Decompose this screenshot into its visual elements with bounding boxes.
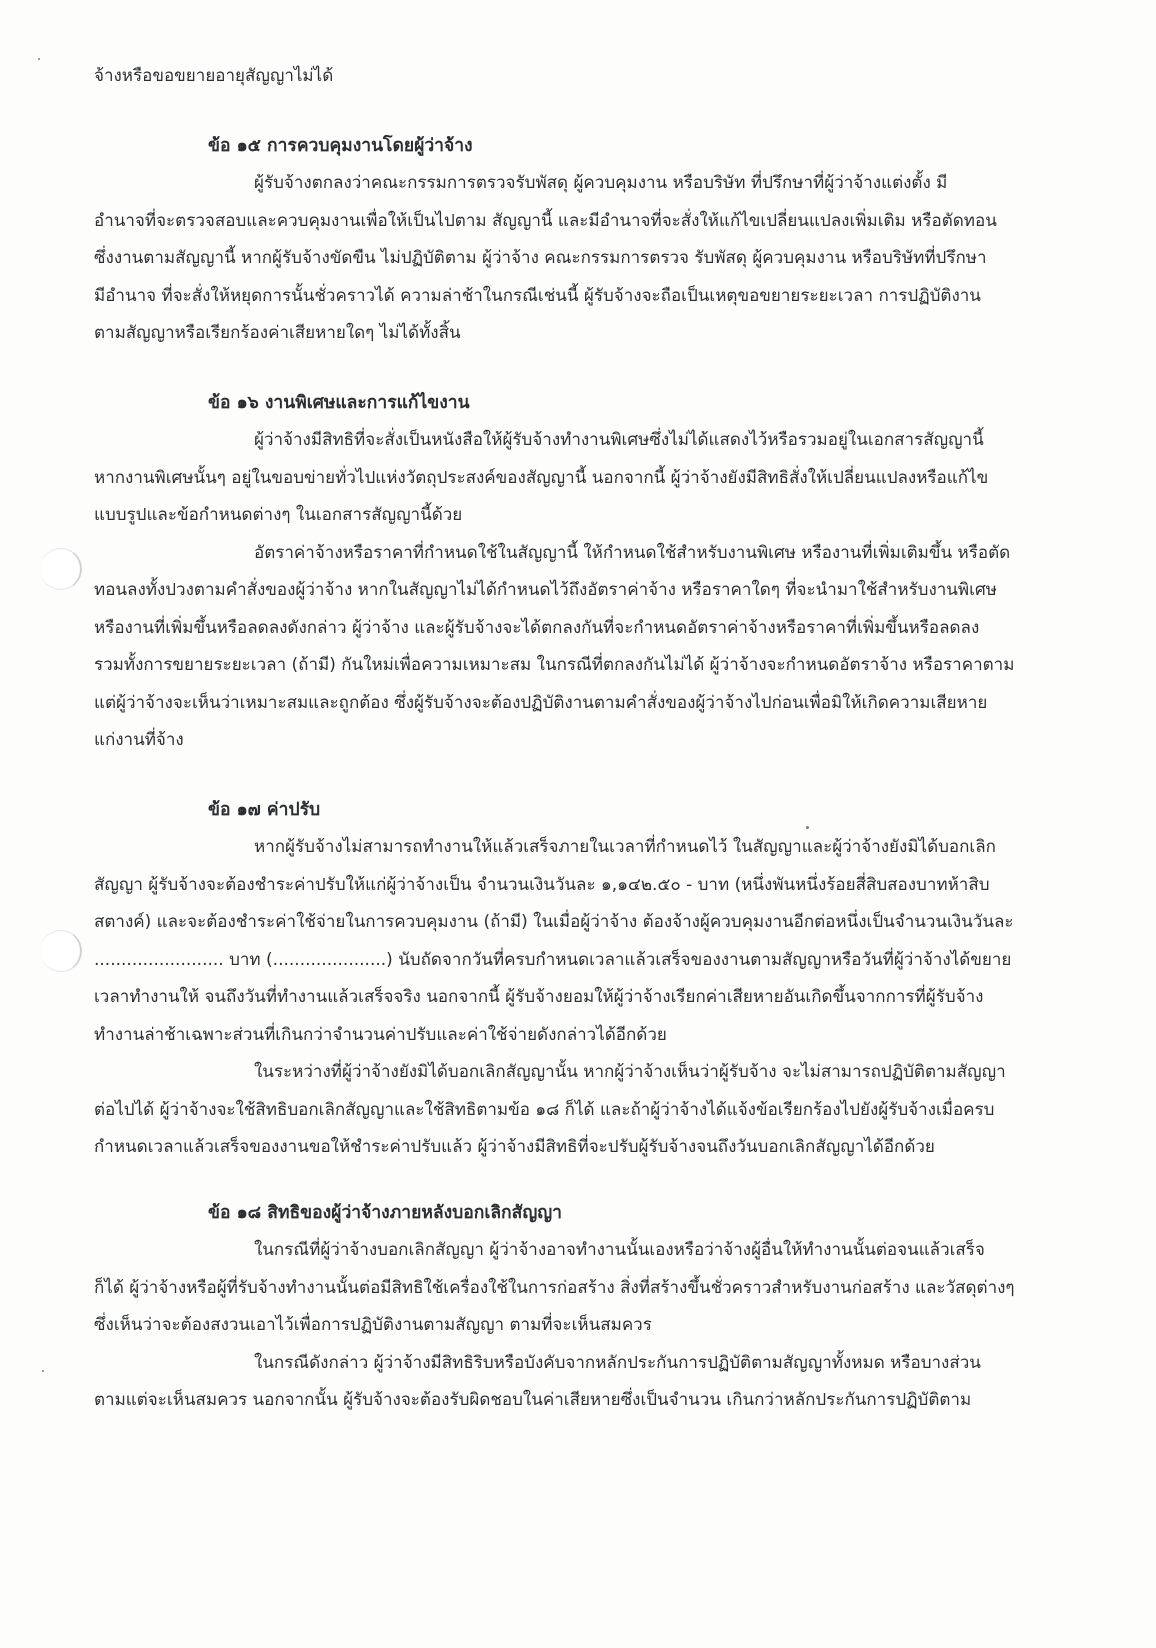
- paragraph-line: หากงานพิเศษนั้นๆ อยู่ในขอบข่ายทั่วไปแห่งวัตถุประสงค์ของสัญญานี้ นอกจากนี้ ผู้ว่าจ้างยังมีสิทธิสั่งให้เปลี่ยนแปลงหรือแก้ไข: [94, 467, 989, 488]
- section-16-heading: ข้อ ๑๖ งานพิเศษและการแก้ไขงาน: [208, 392, 470, 413]
- paragraph-line: หรืองานที่เพิ่มขึ้นหรือลดลงดังกล่าว ผู้ว่าจ้าง และผู้รับจ้างจะได้ตกลงกันที่จะกำหนดอัตราค่าจ้างหรือราคาที่เพิ่มขึ้นหรือลดลง: [94, 617, 980, 638]
- continuation-line: จ้างหรือขอขยายอายุสัญญาไม่ได้: [94, 66, 334, 86]
- paragraph-line: แบบรูปและข้อกำหนดต่างๆ ในเอกสารสัญญานี้ด้วย: [94, 505, 463, 525]
- paragraph-line: มีอำนาจ ที่จะสั่งให้หยุดการนั้นชั่วคราวได้ ความล่าช้าในกรณีเช่นนี้ ผู้รับจ้างจะถือเป็นเหตุขอขยายระยะเวลา การปฏิบัติงาน: [94, 285, 981, 306]
- paragraph-line: ตามสัญญาหรือเรียกร้องค่าเสียหายใดๆ ไม่ได้ทั้งสิ้น: [94, 323, 461, 343]
- scan-speck: [42, 1370, 44, 1372]
- paragraph-line: ผู้รับจ้างตกลงว่าคณะกรรมการตรวจรับพัสดุ ผู้ควบคุมงาน หรือบริษัท ที่ปรึกษาที่ผู้ว่าจ้างแต่งตั้ง มี: [254, 173, 948, 193]
- document-body: [94, 58, 1060, 1420]
- punch-hole: [40, 548, 82, 590]
- section-17-heading: ข้อ ๑๗ ค่าปรับ: [208, 799, 321, 820]
- paragraph-line: ........................ บาท (.....................) นับถัดจากวันที่ครบกำหนดเวลาแล้วเสร็จของงานตามสัญญาหรือวันที่ผู้ว่าจ้างได้ขยาย: [94, 949, 1012, 970]
- paragraph-line: สัญญา ผู้รับจ้างจะต้องชำระค่าปรับให้แก่ผู้ว่าจ้างเป็น จำนวนเงินวันละ ๑,๑๔๒.๕๐ - บาท (หนึ่งพันหนึ่งร้อยสี่สิบสองบาทห้าสิบ: [94, 874, 990, 895]
- paragraph-line: ในกรณีดังกล่าว ผู้ว่าจ้างมีสิทธิริบหรือบังคับจากหลักประกันการปฏิบัติตามสัญญาทั้งหมด หรือบางส่วน: [254, 1352, 981, 1373]
- paragraph-line: สตางค์) และจะต้องชำระค่าใช้จ่ายในการควบคุมงาน (ถ้ามี) ในเมื่อผู้ว่าจ้าง ต้องจ้างผู้ควบคุมงานอีกต่อหนึ่งเป็นจำนวนเงินวันละ: [94, 912, 1014, 932]
- paragraph-line: ซึ่งงานตามสัญญานี้ หากผู้รับจ้างขัดขืน ไม่ปฏิบัติตาม ผู้ว่าจ้าง คณะกรรมการตรวจ รับพัสดุ ผู้ควบคุมงาน หรือบริษัทที่ปรึกษา: [94, 248, 987, 268]
- paragraph-line: ตามแต่จะเห็นสมควร นอกจากนั้น ผู้รับจ้างจะต้องรับผิดชอบในค่าเสียหายซึ่งเป็นจำนวน เกินกว่าหลักประกันการปฏิบัติตาม: [94, 1390, 972, 1410]
- paragraph-line: ซึ่งเห็นว่าจะต้องสงวนเอาไว้เพื่อการปฏิบัติงานตามสัญญา ตามที่จะเห็นสมควร: [94, 1315, 652, 1335]
- paragraph-line: แก่งานที่จ้าง: [94, 730, 184, 750]
- paragraph-line: ในกรณีที่ผู้ว่าจ้างบอกเลิกสัญญา ผู้ว่าจ้างอาจทำงานนั้นเองหรือว่าจ้างผู้อื่นให้ทำงานนั้นต่อจนแล้วเสร็จ: [254, 1240, 985, 1260]
- section-15-heading: ข้อ ๑๕ การควบคุมงานโดยผู้ว่าจ้าง: [208, 135, 473, 156]
- paragraph-line: ก็ได้ ผู้ว่าจ้างหรือผู้ที่รับจ้างทำงานนั้นต่อมีสิทธิใช้เครื่องใช้ในการก่อสร้าง สิ่งที่สร้างขึ้นชั่วคราวสำหรับงานก่อสร้าง และวัสดุต่างๆ: [94, 1277, 1015, 1298]
- paragraph-line: อำนาจที่จะตรวจสอบและควบคุมงานเพื่อให้เป็นไปตาม สัญญานี้ และมีอำนาจที่จะสั่งให้แก้ไขเปลี่ยนแปลงเพิ่มเติม หรือตัดทอน: [94, 210, 997, 231]
- paragraph-line: ผู้ว่าจ้างมีสิทธิที่จะสั่งเป็นหนังสือให้ผู้รับจ้างทำงานพิเศษซึ่งไม่ได้แสดงไว้หรือรวมอยู่ในเอกสารสัญญานี้: [254, 430, 984, 450]
- paragraph-line: ต่อไปได้ ผู้ว่าจ้างจะใช้สิทธิบอกเลิกสัญญาและใช้สิทธิตามข้อ ๑๘ ก็ได้ และถ้าผู้ว่าจ้างได้แจ้งข้อเรียกร้องไปยังผู้รับจ้างเมื่อครบ: [94, 1099, 995, 1120]
- section-18-heading: ข้อ ๑๘ สิทธิของผู้ว่าจ้างภายหลังบอกเลิกสัญญา: [208, 1202, 562, 1223]
- paragraph-line: หากผู้รับจ้างไม่สามารถทำงานให้แล้วเสร็จภายในเวลาที่กำหนดไว้ ในสัญญาและผู้ว่าจ้างยังมิได้บอกเลิก: [254, 837, 996, 857]
- paragraph-line: ในระหว่างที่ผู้ว่าจ้างยังมิได้บอกเลิกสัญญานั้น หากผู้ว่าจ้างเห็นว่าผู้รับจ้าง จะไม่สามารถปฏิบัติตามสัญญา: [254, 1062, 1006, 1082]
- scan-speck: [38, 58, 40, 60]
- paragraph-line: รวมทั้งการขยายระยะเวลา (ถ้ามี) กันใหม่เพื่อความเหมาะสม ในกรณีที่ตกลงกันไม่ได้ ผู้ว่าจ้างจะกำหนดอัตราจ้าง หรือราคาตาม: [94, 655, 1015, 675]
- paragraph-line: เวลาทำงานให้ จนถึงวันที่ทำงานแล้วเสร็จจริง นอกจากนี้ ผู้รับจ้างยอมให้ผู้ว่าจ้างเรียกค่าเสียหายอันเกิดขึ้นจากการที่ผู้รับจ้าง: [94, 987, 984, 1007]
- paragraph-line: ทอนลงทั้งปวงตามคำสั่งของผู้ว่าจ้าง หากในสัญญาไม่ได้กำหนดไว้ถึงอัตราค่าจ้าง หรือราคาใดๆ ที่จะนำมาใช้สำหรับงานพิเศษ: [94, 580, 997, 600]
- paragraph-line: ทำงานล่าช้าเฉพาะส่วนที่เกินกว่าจำนวนค่าปรับและค่าใช้จ่ายดังกล่าวได้อีกด้วย: [94, 1024, 667, 1045]
- paragraph-line: กำหนดเวลาแล้วเสร็จของงานขอให้ชำระค่าปรับแล้ว ผู้ว่าจ้างมีสิทธิที่จะปรับผู้รับจ้างจนถึงวันบอกเลิกสัญญาได้อีกด้วย: [94, 1137, 935, 1157]
- paragraph-line: แต่ผู้ว่าจ้างจะเห็นว่าเหมาะสมและถูกต้อง ซึ่งผู้รับจ้างจะต้องปฏิบัติงานตามคำสั่งของผู้ว่าจ้างไปก่อนเพื่อมิให้เกิดความเสียหาย: [94, 692, 988, 713]
- punch-hole: [40, 930, 82, 972]
- paragraph-line: อัตราค่าจ้างหรือราคาที่กำหนดใช้ในสัญญานี้ ให้กำหนดใช้สำหรับงานพิเศษ หรืองานที่เพิ่มเติมขึ้น หรือตัด: [254, 542, 1011, 563]
